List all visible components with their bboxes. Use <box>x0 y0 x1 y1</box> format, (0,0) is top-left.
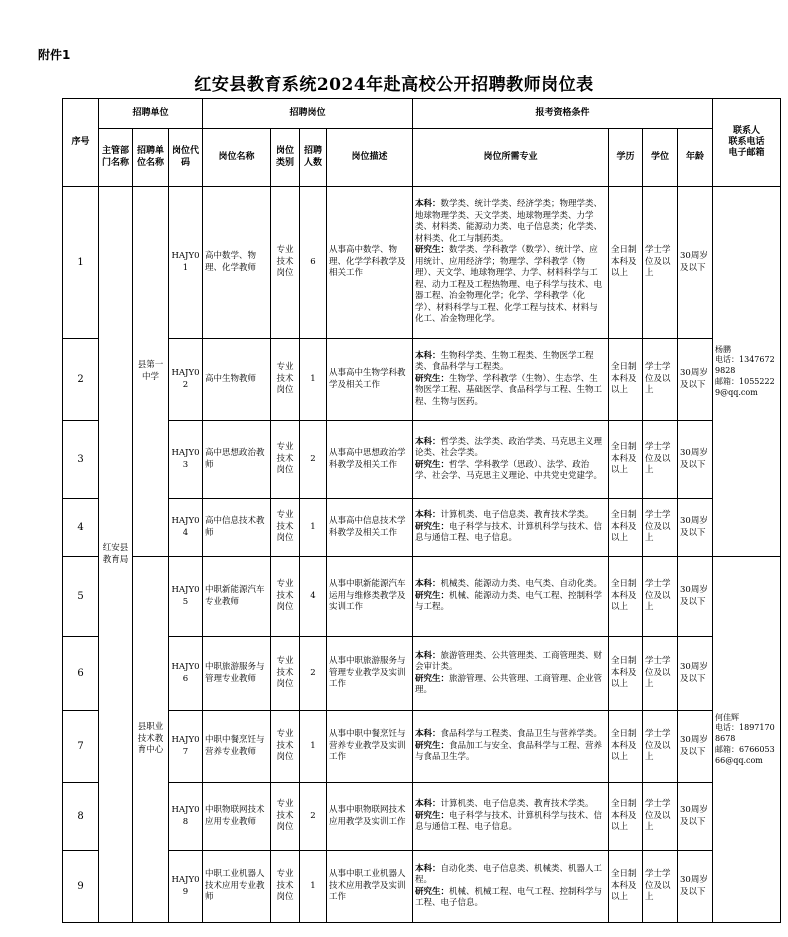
row-seq: 4 <box>63 499 99 557</box>
post-code: HAJY05 <box>169 557 203 637</box>
post-desc: 从事中职工业机器人技术应用教学及实训工作 <box>327 851 413 923</box>
post-edu: 全日制本科及以上 <box>609 499 643 557</box>
pg-major: 旅游管理、公共管理、工商管理、企业管理。 <box>415 673 603 695</box>
table-row <box>63 783 781 851</box>
post-degree: 学士学位及以上 <box>643 421 678 499</box>
ug-label: 本科： <box>415 436 441 447</box>
unit-name: 县职业技术教育中心 <box>133 557 169 923</box>
post-code: HAJY03 <box>169 421 203 499</box>
pg-label: 研究生： <box>415 740 450 751</box>
post-count: 2 <box>300 421 327 499</box>
post-count: 6 <box>300 187 327 339</box>
pg-label: 研究生： <box>415 590 450 601</box>
post-major <box>413 557 609 637</box>
post-name: 高中思想政治教师 <box>203 421 271 499</box>
post-degree: 学士学位及以上 <box>643 637 678 711</box>
post-degree: 学士学位及以上 <box>643 711 678 783</box>
post-name: 中职中餐烹饪与营养专业教师 <box>203 711 271 783</box>
post-age: 30周岁及以下 <box>678 499 713 557</box>
page-title: 红安县教育系统2024年赴高校公开招聘教师岗位表 <box>194 75 594 95</box>
pg-major: 数学类、学科教学（数学）、统计学、应用统计、应用经济学；物理学、学科教学（物理）、天文学、地球物理学、力学、材料科学与工程、动力工程及工程热物理、电子科学与技术、电器工程、冶金物理化学；化学、学科教学（化学）、材料科学与工程、化学工程与技术、材料与化工、冶金物理化学。 <box>415 245 603 325</box>
post-age: 30周岁及以下 <box>678 187 713 339</box>
table-row <box>63 339 781 421</box>
header-code: 岗位代码 <box>169 129 203 187</box>
header-degree: 学位 <box>643 129 678 187</box>
header-seq: 序号 <box>63 99 99 187</box>
post-code: HAJY07 <box>169 711 203 783</box>
row-seq: 9 <box>63 851 99 923</box>
post-edu: 全日制本科及以上 <box>609 851 643 923</box>
ug-label: 本科： <box>415 579 441 590</box>
post-name: 中职旅游服务与管理专业教师 <box>203 637 271 711</box>
row-seq: 5 <box>63 557 99 637</box>
post-edu: 全日制本科及以上 <box>609 339 643 421</box>
post-age: 30周岁及以下 <box>678 637 713 711</box>
post-type: 专业技术岗位 <box>271 783 300 851</box>
post-desc: 从事中职物联网技术应用教学及实训工作 <box>327 783 413 851</box>
table-row <box>63 711 781 783</box>
post-name: 中职新能源汽车专业教师 <box>203 557 271 637</box>
post-age: 30周岁及以下 <box>678 783 713 851</box>
ug-major: 计算机类、电子信息类、教育技术学类。 <box>440 510 594 521</box>
ug-label: 本科： <box>415 799 441 810</box>
pg-major: 机械、能源动力类、电气工程、控制科学与工程。 <box>415 590 603 613</box>
post-desc: 从事高中信息技术学科教学及相关工作 <box>327 499 413 557</box>
ug-label: 本科： <box>415 199 441 210</box>
ug-major: 计算机类、电子信息类、教育技术学类。 <box>440 799 594 810</box>
post-degree: 学士学位及以上 <box>643 187 678 339</box>
post-type: 专业技术岗位 <box>271 557 300 637</box>
table-row <box>63 637 781 711</box>
ug-label: 本科： <box>415 863 441 874</box>
pg-major: 电子科学与技术、计算机科学与技术、信息与通信工程、电子信息。 <box>415 521 603 544</box>
post-major <box>413 499 609 557</box>
pg-major: 食品加工与安全、食品科学与工程、营养与食品卫生学。 <box>415 740 603 763</box>
post-edu: 全日制本科及以上 <box>609 637 643 711</box>
header-major: 岗位所需专业 <box>413 129 609 187</box>
post-major <box>413 421 609 499</box>
post-age: 30周岁及以下 <box>678 711 713 783</box>
pg-label: 研究生： <box>415 245 450 256</box>
pg-label: 研究生： <box>415 373 450 384</box>
ug-label: 本科： <box>415 510 441 521</box>
header-edu: 学历 <box>609 129 643 187</box>
post-edu: 全日制本科及以上 <box>609 711 643 783</box>
ug-label: 本科： <box>415 650 441 661</box>
pg-major: 哲学、学科教学（思政）、法学、政治学、社会学、马克思主义理论、中共党史党建学。 <box>415 459 603 481</box>
post-count: 2 <box>300 783 327 851</box>
pg-label: 研究生： <box>415 459 450 470</box>
post-major <box>413 851 609 923</box>
pg-label: 研究生： <box>415 886 450 897</box>
header-contact: 联系人 联系电话 电子邮箱 <box>713 99 781 187</box>
header-post-type: 岗位类别 <box>271 129 300 187</box>
post-edu: 全日制本科及以上 <box>609 421 643 499</box>
header-desc: 岗位描述 <box>327 129 413 187</box>
contact-info: 杨鹏 电话：13476729828 邮箱：10552229@qq.com <box>713 187 781 557</box>
ug-label: 本科： <box>415 729 441 740</box>
post-code: HAJY09 <box>169 851 203 923</box>
post-desc: 从事中职新能源汽车运用与维修类教学及实训工作 <box>327 557 413 637</box>
post-name: 中职工业机器人技术应用专业教师 <box>203 851 271 923</box>
ug-major: 数学类、统计学类、经济学类；物理学类、地球物理学类、天文学类、地球物理学类、力学类、材料类、能源动力类、电子信息类；化学类、材料类、化工与制药类。 <box>415 199 603 244</box>
post-type: 专业技术岗位 <box>271 851 300 923</box>
header-unit-group: 招聘单位 <box>99 99 203 129</box>
contact-info: 何佳辉 电话：18971708678 邮箱：676605366@qq.com <box>713 557 781 923</box>
ug-major: 哲学类、法学类、政治学类、马克思主义理论类、社会学类。 <box>415 436 603 459</box>
post-name: 中职物联网技术应用专业教师 <box>203 783 271 851</box>
post-name: 高中生物教师 <box>203 339 271 421</box>
header-count: 招聘人数 <box>300 129 327 187</box>
post-code: HAJY02 <box>169 339 203 421</box>
post-code: HAJY01 <box>169 187 203 339</box>
header-req-group: 报考资格条件 <box>413 99 713 129</box>
attachment-label: 附件1 <box>38 48 71 62</box>
post-major <box>413 187 609 339</box>
post-code: HAJY08 <box>169 783 203 851</box>
table-row <box>63 851 781 923</box>
post-age: 30周岁及以下 <box>678 557 713 637</box>
post-type: 专业技术岗位 <box>271 637 300 711</box>
post-major <box>413 339 609 421</box>
post-desc: 从事高中思想政治学科教学及相关工作 <box>327 421 413 499</box>
post-code: HAJY06 <box>169 637 203 711</box>
row-seq: 2 <box>63 339 99 421</box>
post-code: HAJY04 <box>169 499 203 557</box>
post-count: 2 <box>300 637 327 711</box>
post-name: 高中信息技术教师 <box>203 499 271 557</box>
row-seq: 8 <box>63 783 99 851</box>
recruitment-table <box>62 98 781 923</box>
row-seq: 7 <box>63 711 99 783</box>
post-type: 专业技术岗位 <box>271 711 300 783</box>
post-count: 1 <box>300 339 327 421</box>
post-edu: 全日制本科及以上 <box>609 187 643 339</box>
post-degree: 学士学位及以上 <box>643 557 678 637</box>
ug-major: 生物科学类、生物工程类、生物医学工程类、食品科学与工程类。 <box>415 350 594 373</box>
row-seq: 3 <box>63 421 99 499</box>
post-desc: 从事高中生物学科教学及相关工作 <box>327 339 413 421</box>
header-dept: 主管部门名称 <box>99 129 133 187</box>
post-age: 30周岁及以下 <box>678 851 713 923</box>
post-major <box>413 783 609 851</box>
pg-major: 生物学、学科教学（生物）、生态学、生物医学工程、基础医学、食品科学与工程、生物工程、生物与医药。 <box>415 373 603 407</box>
post-major <box>413 637 609 711</box>
row-seq: 1 <box>63 187 99 339</box>
post-count: 1 <box>300 851 327 923</box>
table-row <box>63 557 781 637</box>
post-degree: 学士学位及以上 <box>643 783 678 851</box>
header-post-group: 招聘岗位 <box>203 99 413 129</box>
unit-name: 县第一中学 <box>133 187 169 557</box>
post-type: 专业技术岗位 <box>271 339 300 421</box>
dept-name: 红安县教育局 <box>99 187 133 923</box>
header-post-name: 岗位名称 <box>203 129 271 187</box>
table-row <box>63 187 781 339</box>
ug-major: 食品科学与工程类、食品卫生与营养学类。 <box>440 729 603 740</box>
post-count: 1 <box>300 711 327 783</box>
post-count: 4 <box>300 557 327 637</box>
post-desc: 从事中职旅游服务与管理专业教学及实训工作 <box>327 637 413 711</box>
pg-major: 机械、机械工程、电气工程、控制科学与工程、电子信息。 <box>415 886 603 908</box>
post-desc: 从事高中数学、物理、化学学科教学及相关工作 <box>327 187 413 339</box>
ug-label: 本科： <box>415 350 441 361</box>
pg-label: 研究生： <box>415 810 450 821</box>
header-age: 年龄 <box>678 129 713 187</box>
post-name: 高中数学、物理、化学教师 <box>203 187 271 339</box>
post-type: 专业技术岗位 <box>271 187 300 339</box>
row-seq: 6 <box>63 637 99 711</box>
post-edu: 全日制本科及以上 <box>609 557 643 637</box>
post-age: 30周岁及以下 <box>678 421 713 499</box>
post-age: 30周岁及以下 <box>678 339 713 421</box>
post-type: 专业技术岗位 <box>271 421 300 499</box>
table-row <box>63 499 781 557</box>
post-edu: 全日制本科及以上 <box>609 783 643 851</box>
post-major <box>413 711 609 783</box>
ug-major: 自动化类、电子信息类、机械类、机器人工程。 <box>415 863 603 886</box>
post-desc: 从事中职中餐烹饪与营养专业教学及实训工作 <box>327 711 413 783</box>
post-count: 1 <box>300 499 327 557</box>
post-degree: 学士学位及以上 <box>643 851 678 923</box>
post-type: 专业技术岗位 <box>271 499 300 557</box>
table-row <box>63 421 781 499</box>
ug-major: 机械类、能源动力类、电气类、自动化类。 <box>440 579 603 590</box>
post-degree: 学士学位及以上 <box>643 339 678 421</box>
post-degree: 学士学位及以上 <box>643 499 678 557</box>
pg-major: 电子科学与技术、计算机科学与技术、信息与通信工程、电子信息。 <box>415 810 603 833</box>
header-unit: 招聘单位名称 <box>133 129 169 187</box>
ug-major: 旅游管理类、公共管理类、工商管理类、财会审计类。 <box>415 650 603 673</box>
pg-label: 研究生： <box>415 521 450 532</box>
pg-label: 研究生： <box>415 673 450 684</box>
